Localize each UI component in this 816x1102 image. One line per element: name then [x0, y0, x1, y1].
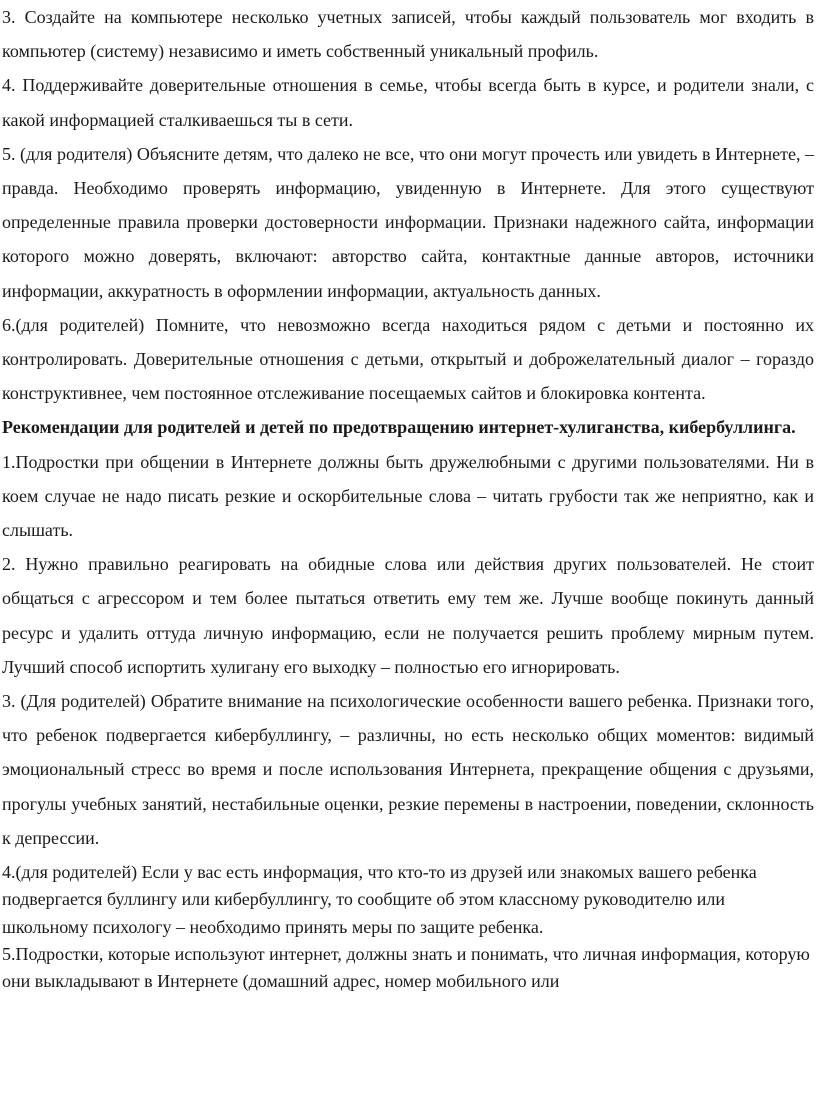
paragraph-item-3-signs: 3. (Для родителей) Обратите внимание на психологические особенности вашего ребенка. Признаки того, что ребенок подвергается кибербуллингу, – различны, но есть несколько общих моментов: видимый эмоциональный стресс во время и после использования Интернета, прекращение общения с друзьями, прогулы учебных занятий, нестабильные оценки, резкие перемены в настроении, поведении, склонность к депрессии.: [2, 691, 814, 848]
paragraph-item-3-accounts: 3. Создайте на компьютере несколько учетных записей, чтобы каждый пользователь мог входить в компьютер (систему) независимо и иметь собственный уникальный профиль.: [2, 7, 814, 62]
section-heading: Рекомендации для родителей и детей по предотвращению интернет-хулиганства, кибербуллинга.: [2, 417, 796, 438]
paragraph-item-6-parents-dialog: 6.(для родителей) Помните, что невозможно всегда находиться рядом с детьми и постоянно их контролировать. Доверительные отношения с детьми, открытый и доброжелательный диалог – гораздо конструктивнее, чем постоянное отслеживание посещаемых сайтов и блокировка контента.: [2, 314, 814, 404]
paragraph-item-4-trust: 4. Поддерживайте доверительные отношения в семье, чтобы всегда быть в курсе, и родители знали, с какой информацией сталкиваешься ты в сети.: [2, 75, 814, 130]
paragraph-item-5-verify-info: 5. (для родителя) Объясните детям, что далеко не все, что они могут прочесть или увидеть в Интернете, – правда. Необходимо проверять информацию, увиденную в Интернете. Для этого существуют определенные правила проверки достоверности информации. Признаки надежного сайта, информации которого можно доверять, включают: авторство сайта, контактные данные авторов, источники информации, аккуратность в оформлении информации, актуальность данных.: [2, 143, 814, 301]
paragraph-item-4-report: 4.(для родителей) Если у вас есть информация, что кто-то из друзей или знакомых вашего ребенка подвергается буллингу или кибербуллингу, то сообщите об этом классному руководителю или школьному психологу – необходимо принять меры по защите ребенка.: [2, 862, 757, 937]
paragraph-item-2-react: 2. Нужно правильно реагировать на обидные слова или действия других пользователей. Не стоит общаться с агрессором и тем более пытаться ответить ему тем же. Лучше вообще покинуть данный ресурс и удалить оттуда личную информацию, если не получается решить проблему мирным путем. Лучший способ испортить хулигану его выходку – полностью его игнорировать.: [2, 554, 814, 677]
paragraph-item-1-friendly: 1.Подростки при общении в Интернете должны быть дружелюбными с другими пользователями. Ни в коем случае не надо писать резкие и оскорбительные слова – читать грубости так же неприятно, как и слышать.: [2, 451, 814, 541]
paragraph-item-5-personal-info: 5.Подростки, которые используют интернет, должны знать и понимать, что личная информация, которую они выкладывают в Интернете (домашний адрес, номер мобильного или: [2, 943, 810, 992]
